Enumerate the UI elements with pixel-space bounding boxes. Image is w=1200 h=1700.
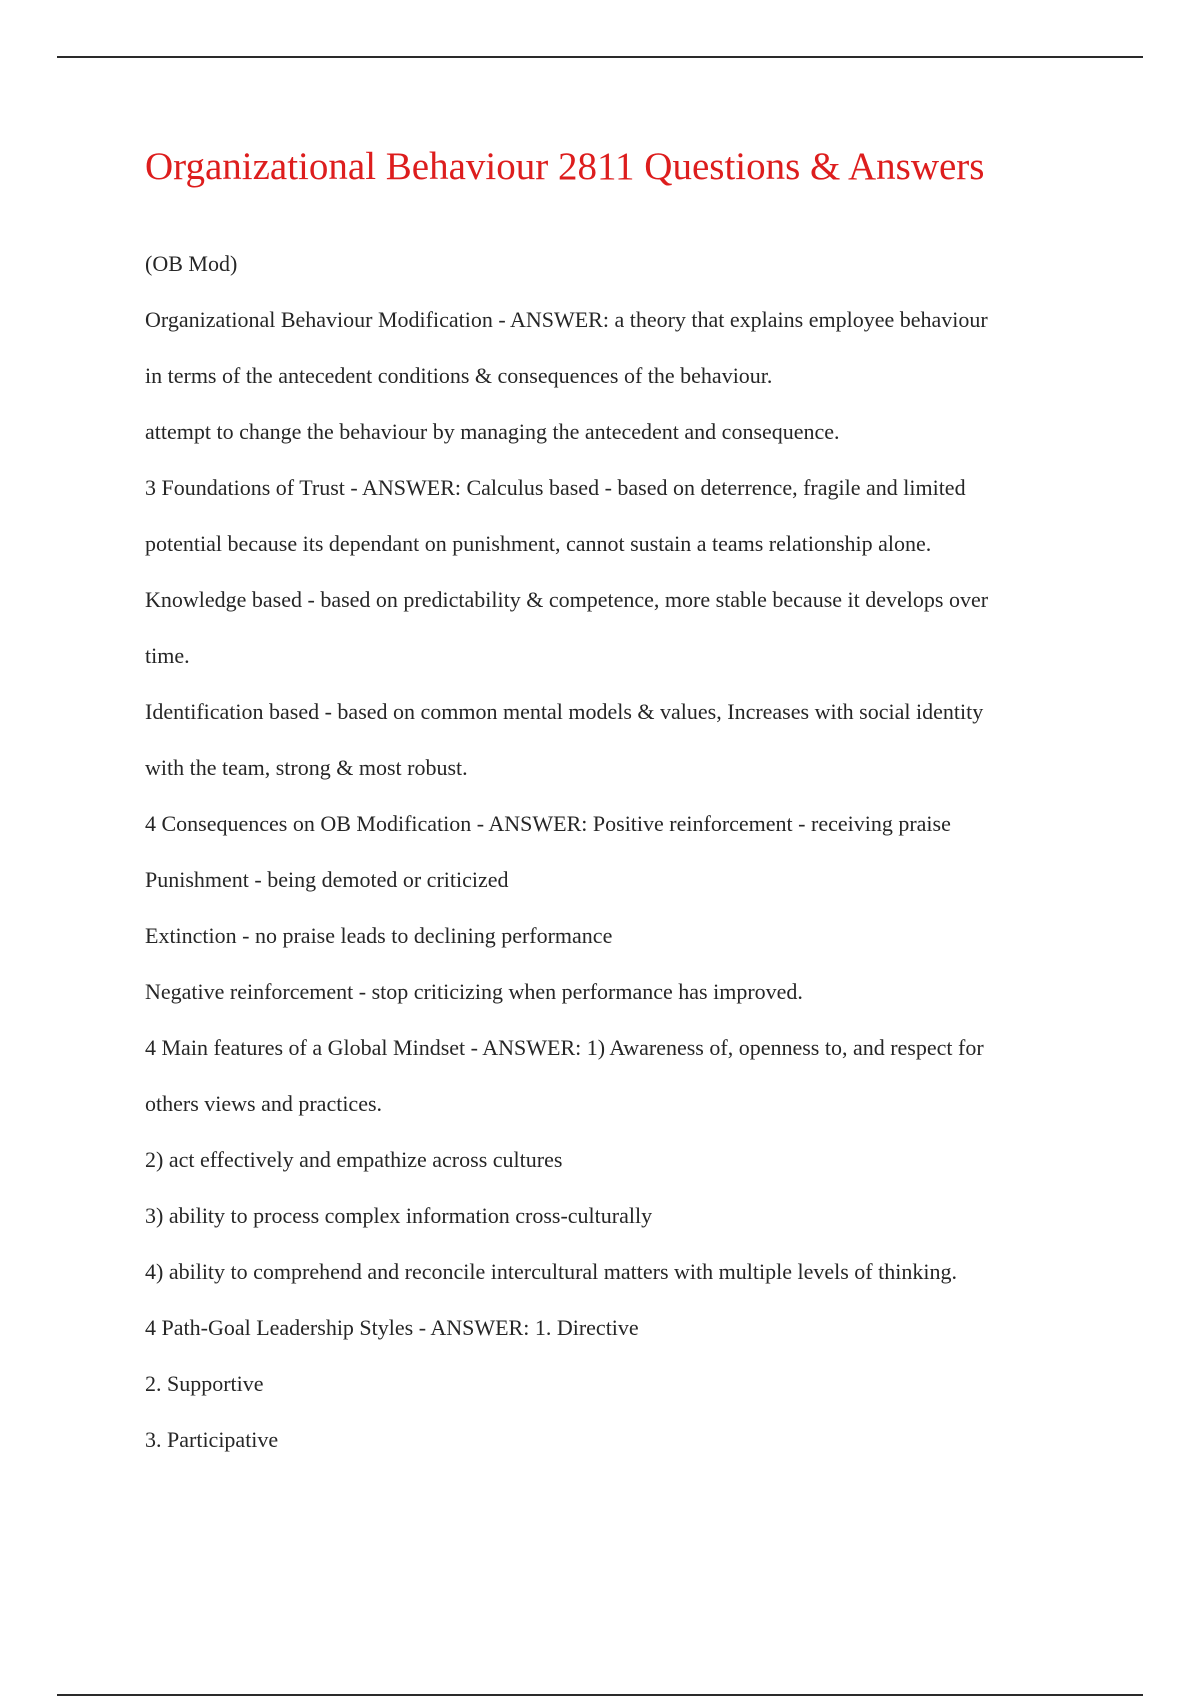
document-body — [145, 236, 988, 1468]
bottom-rule — [57, 1694, 1143, 1696]
text-line: 3) ability to process complex information cross-culturally — [145, 1203, 653, 1228]
text-line: Organizational Behaviour Modification - ANSWER: a theory that explains employee behaviour — [145, 307, 988, 332]
text-line: 4 Path-Goal Leadership Styles - ANSWER: 1. Directive — [145, 1315, 639, 1340]
text-line: potential because its dependant on punishment, cannot sustain a teams relationship alone. — [145, 531, 932, 556]
text-line: Negative reinforcement - stop criticizing when performance has improved. — [145, 979, 803, 1004]
text-line: 4) ability to comprehend and reconcile intercultural matters with multiple levels of thinking. — [145, 1259, 957, 1284]
text-line: Knowledge based - based on predictability & competence, more stable because it develops over — [145, 587, 989, 612]
text-line: 3 Foundations of Trust - ANSWER: Calculus based - based on deterrence, fragile and limited — [145, 475, 966, 500]
text-line: Extinction - no praise leads to declining performance — [145, 923, 613, 948]
text-line: Identification based - based on common mental models & values, Increases with social identity — [145, 699, 984, 724]
text-line: others views and practices. — [145, 1091, 383, 1116]
text-line: attempt to change the behaviour by managing the antecedent and consequence. — [145, 419, 840, 444]
document-title: Organizational Behaviour 2811 Questions & Answers — [145, 145, 985, 188]
text-line: 3. Participative — [145, 1427, 279, 1452]
text-line: 2) act effectively and empathize across cultures — [145, 1147, 563, 1172]
text-line: (OB Mod) — [145, 251, 238, 276]
text-line: in terms of the antecedent conditions & consequences of the behaviour. — [145, 363, 773, 388]
text-line: 2. Supportive — [145, 1371, 264, 1396]
text-line: with the team, strong & most robust. — [145, 755, 468, 780]
text-line: 4 Consequences on OB Modification - ANSWER: Positive reinforcement - receiving praise — [145, 811, 951, 836]
top-rule — [57, 56, 1143, 58]
text-line: 4 Main features of a Global Mindset - ANSWER: 1) Awareness of, openness to, and respect for — [145, 1035, 984, 1060]
text-line: Punishment - being demoted or criticized — [145, 867, 509, 892]
text-line: time. — [145, 643, 190, 668]
